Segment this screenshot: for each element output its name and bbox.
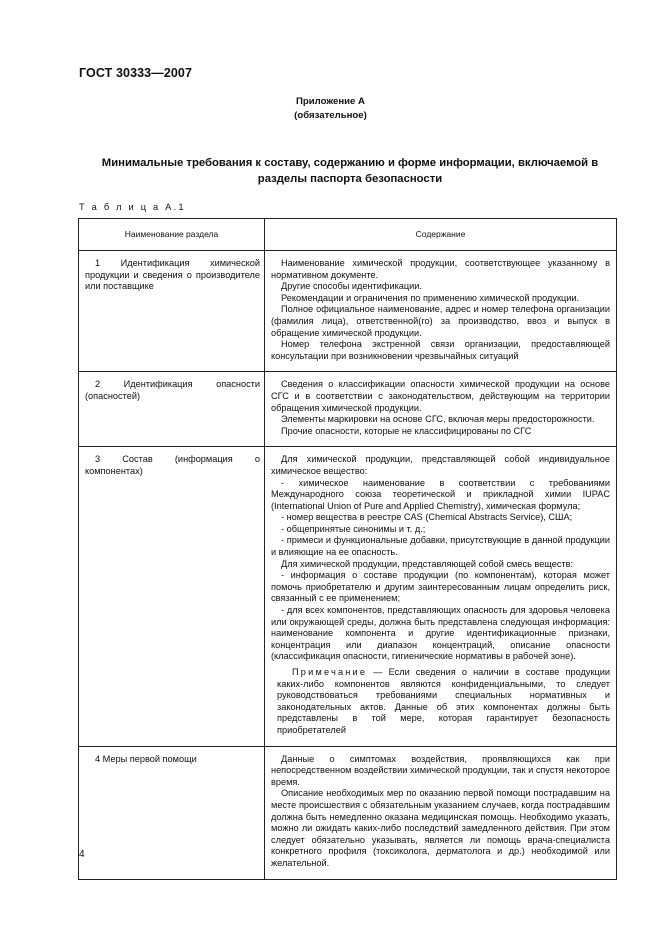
table-row <box>79 447 617 746</box>
content-paragraph: Полное официальное наименование, адрес и номер телефона организации (фамилия лица), ответственной(го) за производство, ввоз и выпуск в обращение химической продукции. <box>271 304 610 338</box>
content-paragraph: Сведения о классификации опасности химической продукции на основе СГС и в соответствии с законодательством, действующим на территории обращения химической продукции. <box>271 379 610 413</box>
content-paragraph: Элементы маркировки на основе СГС, включая меры предосторожности. <box>281 414 595 425</box>
requirements-table <box>78 218 617 880</box>
document-title: Минимальные требования к составу, содержанию и форме информации, включаемой в разделы паспорта безопасности <box>101 157 599 185</box>
content-paragraph: - химическое наименование в соответствии с требованиями Международного союза теоретической и прикладной химии IUPAC (International Union of Pure and Applied Chemistry), химическая формула; <box>271 477 610 511</box>
section-name: 3 Состав (информация о компонентах) <box>85 454 260 476</box>
header-content: Содержание <box>265 219 617 251</box>
section-name-cell <box>79 447 265 746</box>
section-content-cell <box>265 746 617 879</box>
content-paragraph: Для химической продукции, представляющей собой смесь веществ: <box>281 558 574 569</box>
section-content-cell <box>265 251 617 372</box>
content-paragraph: - информация о составе продукции (по компонентам), которая может помочь приобретателю и другим заинтересованным лицам определить риск, связанный с ее применением; <box>271 570 610 604</box>
section-content-cell <box>265 447 617 746</box>
standard-designation: ГОСТ 30333—2007 <box>79 66 193 80</box>
appendix-title: Приложение А <box>296 96 365 107</box>
table-header-row <box>79 219 617 251</box>
section-name: 2 Идентификация опасности (опасностей) <box>85 379 260 401</box>
section-name-cell <box>79 372 265 447</box>
content-paragraph: Для химической продукции, представляющей собой индивидуальное химическое вещество: <box>271 454 610 476</box>
table-note <box>271 667 610 737</box>
content-paragraph: Номер телефона экстренной связи организации, предоставляющей консультации при возникновении чрезвычайных ситуаций <box>271 339 610 361</box>
table-row <box>79 372 617 447</box>
section-content-cell <box>265 372 617 447</box>
table-row <box>79 746 617 879</box>
content-paragraph: Рекомендации и ограничения по применению химической продукции. <box>281 292 580 303</box>
content-paragraph: - общепринятые синонимы и т. д.; <box>281 523 426 534</box>
content-paragraph: - примеси и функциональные добавки, присутствующие в данной продукции и влияющие на ее опасность. <box>271 535 610 558</box>
content-paragraph: Другие способы идентификации. <box>281 281 422 292</box>
table-row <box>79 251 617 372</box>
content-paragraph: Прочие опасности, которые не классифицированы по СГС <box>281 425 532 436</box>
note-text: — Если сведения о наличии в составе продукции каких-либо компонентов являются конфиденциальными, то следует руководствоваться требованиями специальных нормативных и законодательных актов. Данные об этих компонентах должны быть представлены в той мере, которая гарантирует безопасность приобретателей <box>277 667 610 735</box>
section-name-cell <box>79 251 265 372</box>
content-paragraph: Описание необходимых мер по оказанию первой помощи пострадавшим на месте происшествия с обязательным указанием случаев, когда пострадавшим должна быть немедленно оказана медицинская помощь. Необходимо указать, можно ли ожидать каких-либо последствий замедленного действия. При этом следует обязательно указывать, является ли помощь врача-специалиста конкретного профиля (токсиколога, дерматолога и др.) необходимой или желательной. <box>271 788 610 868</box>
note-label: Примечание <box>292 667 368 677</box>
appendix-status: (обязательное) <box>294 110 367 121</box>
content-paragraph: - для всех компонентов, представляющих опасность для здоровья человека или окружающей среды, должна быть представлена следующая информация: наименование компонента и другие идентификационные признаки, концентрация или диапазон концентраций, описание опасности (классификация опасности, гигиенические нормативы в рабочей зоне). <box>271 605 610 662</box>
appendix-heading <box>0 95 661 123</box>
section-name: 4 Меры первой помощи <box>95 753 197 764</box>
header-section-name: Наименование раздела <box>79 219 265 251</box>
page-number: 4 <box>79 849 85 860</box>
content-paragraph: Данные о симптомах воздействия, проявляющихся как при непосредственном воздействии химической продукции, так и спустя некоторое время. <box>271 753 610 787</box>
section-name-cell <box>79 746 265 879</box>
content-paragraph: - номер вещества в реестре CAS (Chemical Abstracts Service), США; <box>281 512 573 523</box>
content-paragraph: Наименование химической продукции, соответствующее указанному в нормативном документе. <box>271 258 610 280</box>
table-label: Т а б л и ц а А.1 <box>79 202 186 212</box>
section-name: 1 Идентификация химической продукции и сведения о производителе или поставщике <box>85 258 260 292</box>
